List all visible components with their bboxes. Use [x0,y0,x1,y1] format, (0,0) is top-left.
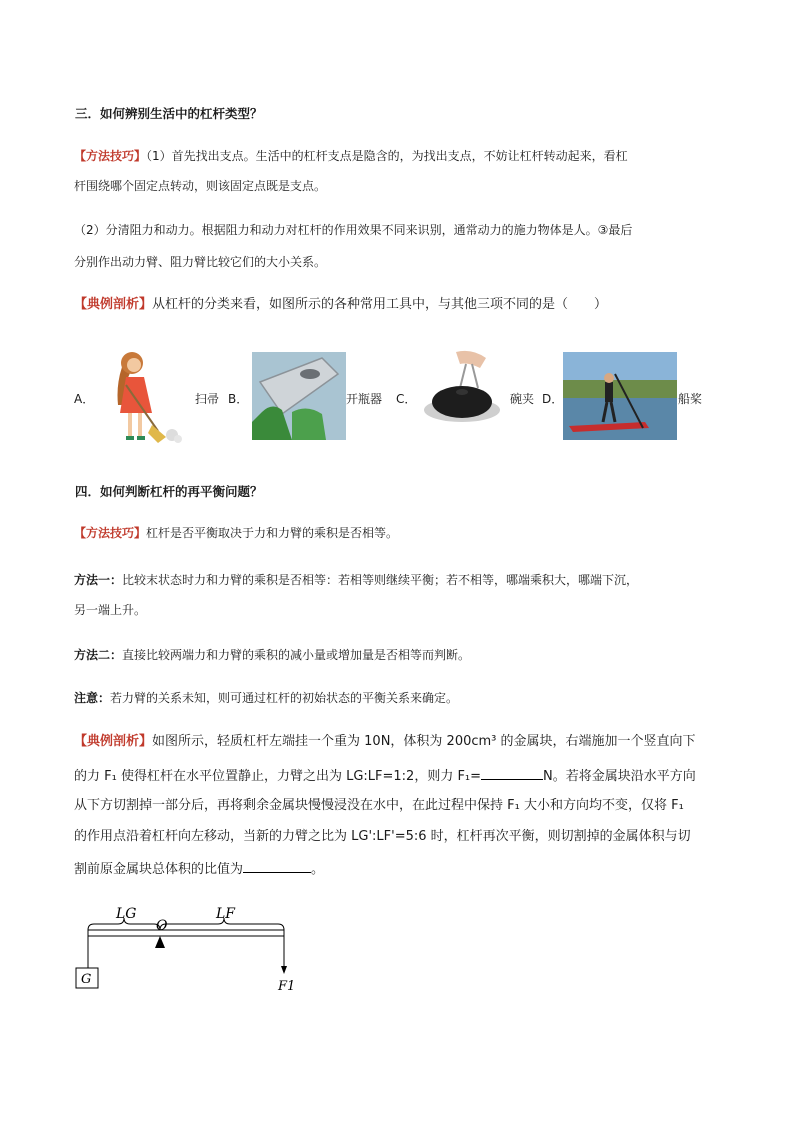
problem-line4: 的作用点沿着杠杆向左移动，当新的力臂之比为 LG':LF'=5:6 时，杠杆再次平衡，则切割掉的金属体积与切 [74,829,691,844]
bowl-clamp-image [416,348,508,440]
problem-line2: 的力 F₁ 使得杠杆在水平位置静止，力臂之出为 LG:LF=1:2，则力 F₁= N。若将金属块沿水平方向 [74,769,696,784]
lever-bar [88,930,284,936]
broom-girl-image [100,345,184,445]
note: 注意：若力臂的关系未知，则可通过杠杆的初始状态的平衡关系来确定。 [74,691,459,705]
bottle-opener-image [252,352,346,440]
method2: 方法二：直接比较两端力和力臂的乘积的减小量或增加量是否相等而判断。 [74,648,471,662]
section3-heading: 三．如何辨别生活中的杠杆类型？ [75,106,263,121]
example-tag: 【典例剖析】 [74,297,153,312]
option-b-name: 开瓶器 [346,392,383,406]
label-f1: F1 [278,979,296,994]
option-a-letter: A． [74,392,95,406]
section3-example: 【典例剖析】从杠杆的分类来看，如图所示的各种常用工具中，与其他三项不同的是（ ） [74,297,608,312]
option-c-letter: C． [396,392,417,406]
label-lg: LG [116,906,137,922]
section4-tips: 【方法技巧】杠杆是否平衡取决于力和力臂的乘积是否相等。 [74,526,399,540]
section3-tips2-line2: 分别作出动力臂、阻力臂比较它们的大小关系。 [74,255,327,269]
section3-tips-line2: 杆围绕哪个固定点转动，则该固定点既是支点。 [74,179,327,193]
section3-tips2-line1: （2）分清阻力和动力。根据阻力和动力对杠杆的作用效果不同来识别，通常动力的施力物体是人。③最后 [74,223,633,237]
paddle-board-image [563,352,677,440]
option-a-name: 扫帚 [195,392,220,406]
problem-line3: 从下方切割掉一部分后，再将剩余金属块慢慢浸没在水中，在此过程中保持 F₁ 大小和方向均不变，仅将 F₁ [74,798,684,813]
label-lf: LF [216,906,236,922]
problem-line1: 【典例剖析】如图所示，轻质杠杆左端挂一个重为 10N，体积为 200cm³ 的金属块，右端施加一个竖直向下 [74,734,696,749]
fulcrum [155,936,165,948]
option-c-name: 碗夹 [510,392,535,406]
answer-blank-2[interactable] [243,860,311,873]
method1-line2: 另一端上升。 [74,603,147,617]
lever-diagram [70,900,310,1000]
section3-tips-line1: 【方法技巧】（1）首先找出支点。生活中的杠杆支点是隐含的，为找出支点，不妨让杠杆转动起来，看杠 [74,149,628,163]
answer-blank-1[interactable] [481,767,543,780]
tips-tag: 【方法技巧】 [74,149,147,163]
label-g: G [81,972,92,987]
method1-line1: 方法一：比较末状态时力和力臂的乘积是否相等：若相等则继续平衡；若不相等，哪端乘积大，哪端下沉， [74,573,639,587]
option-d-name: 船桨 [678,392,703,406]
problem-line5: 割前原金属块总体积的比值为 。 [74,862,325,877]
section4-heading: 四．如何判断杠杆的再平衡问题？ [75,484,263,499]
label-o: O [156,918,168,934]
option-b-letter: B． [228,392,249,406]
option-d-letter: D． [542,392,564,406]
